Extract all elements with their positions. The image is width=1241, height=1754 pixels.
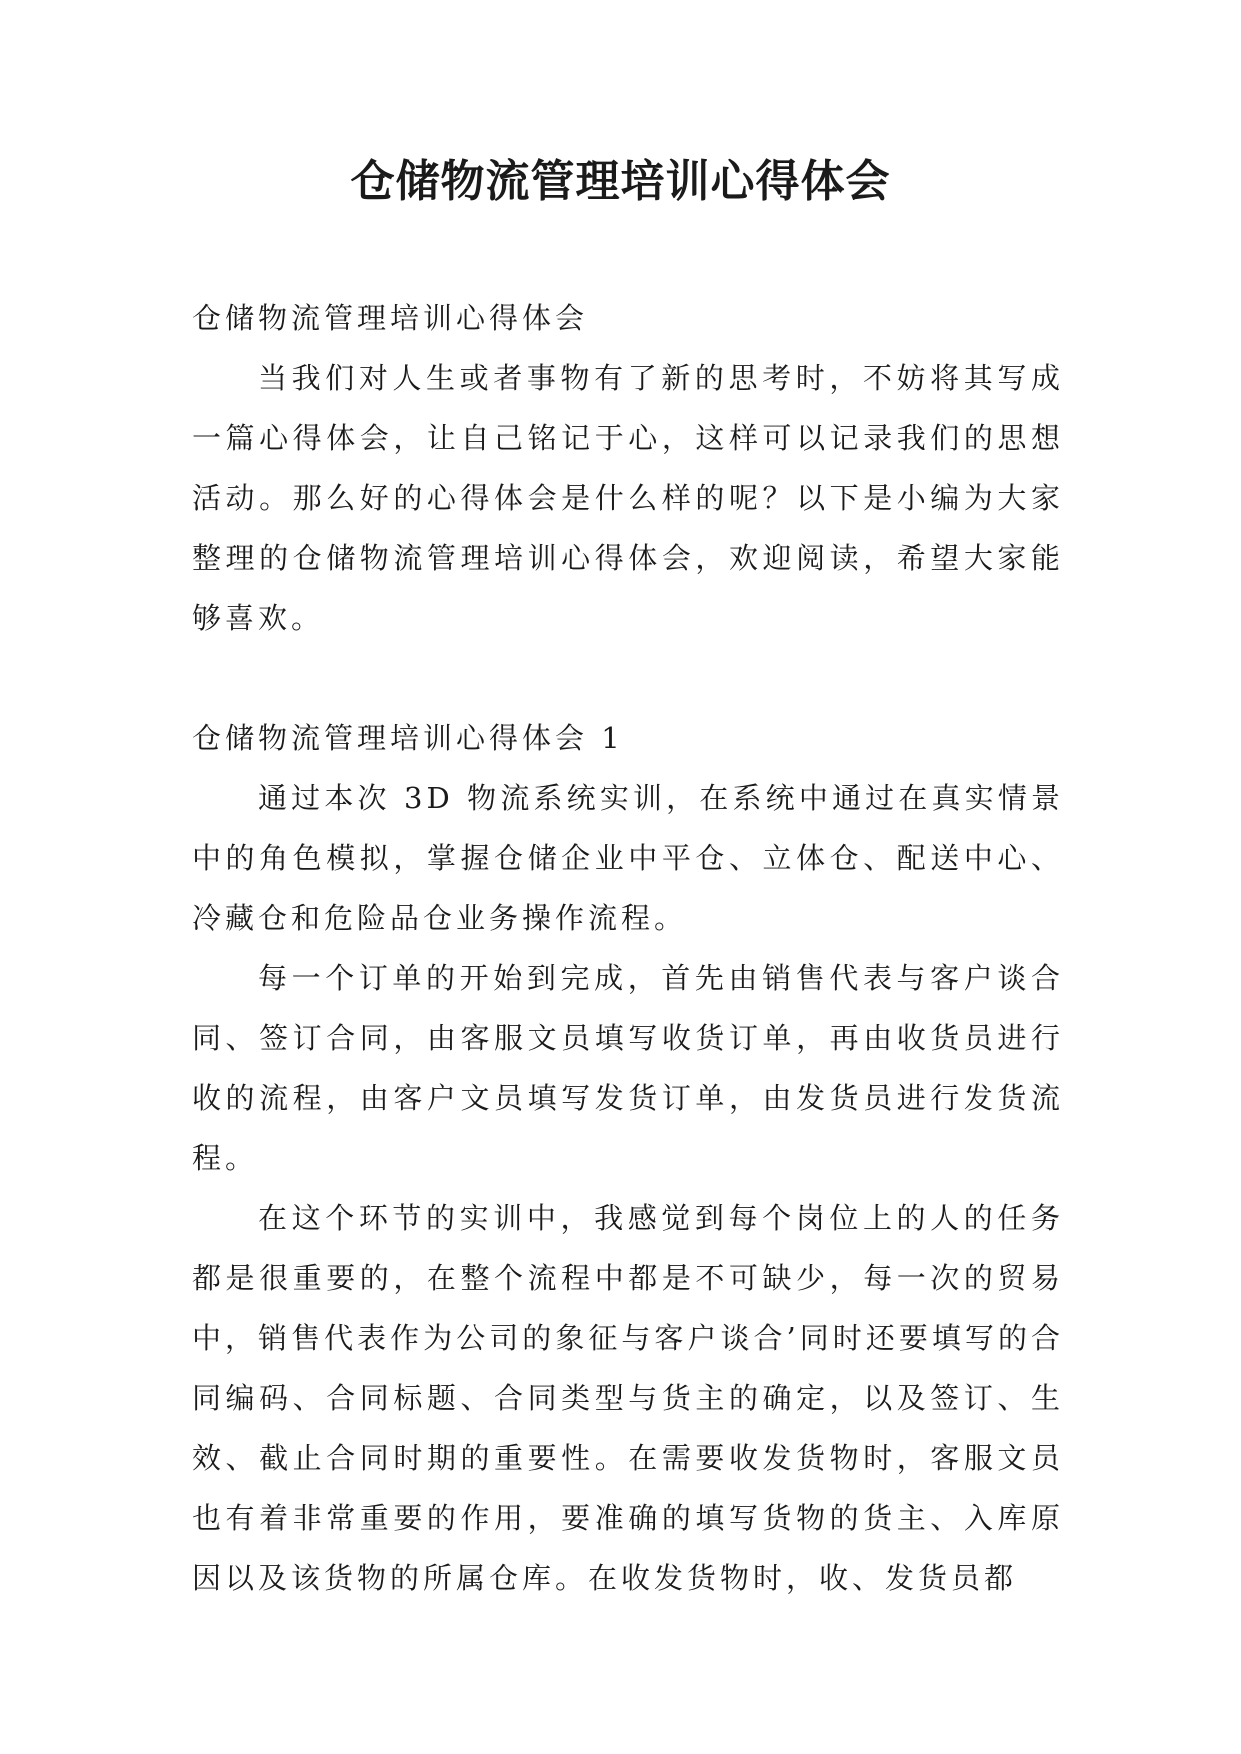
body-paragraph: 通过本次 3D 物流系统实训，在系统中通过在真实情景中的角色模拟，掌握仓储企业中平仓、立体仓、配送中心、冷藏仓和危险品仓业务操作流程。: [192, 781, 1064, 935]
section-spacer: [192, 648, 1064, 708]
section-heading: 仓储物流管理培训心得体会 1: [192, 721, 624, 755]
intro-paragraph: 当我们对人生或者事物有了新的思考时，不妨将其写成一篇心得体会，让自己铭记于心，这样可以记录我们的思想活动。那么好的心得体会是什么样的呢？以下是小编为大家整理的仓储物流管理培训心得体会，欢迎阅读，希望大家能够喜欢。: [192, 361, 1064, 635]
body-paragraph: 每一个订单的开始到完成，首先由销售代表与客户谈合同、签订合同，由客服文员填写收货订单，再由收货员进行收的流程，由客户文员填写发货订单，由发货员进行发货流程。: [192, 961, 1064, 1175]
body-paragraph: 在这个环节的实训中，我感觉到每个岗位上的人的任务都是很重要的，在整个流程中都是不可缺少，每一次的贸易中，销售代表作为公司的象征与客户谈合’同时还要填写的合同编码、合同标题、合同类型与货主的确定，以及签订、生效、截止合同时期的重要性。在需要收发货物时，客服文员也有着非常重要的作用，要准确的填写货物的货主、入库原因以及该货物的所属仓库。在收发货物时，收、发货员都: [192, 1201, 1064, 1595]
document-title: 仓储物流管理培训心得体会: [350, 156, 891, 207]
document-body: [192, 288, 1064, 1608]
intro-heading: 仓储物流管理培训心得体会: [192, 301, 589, 335]
